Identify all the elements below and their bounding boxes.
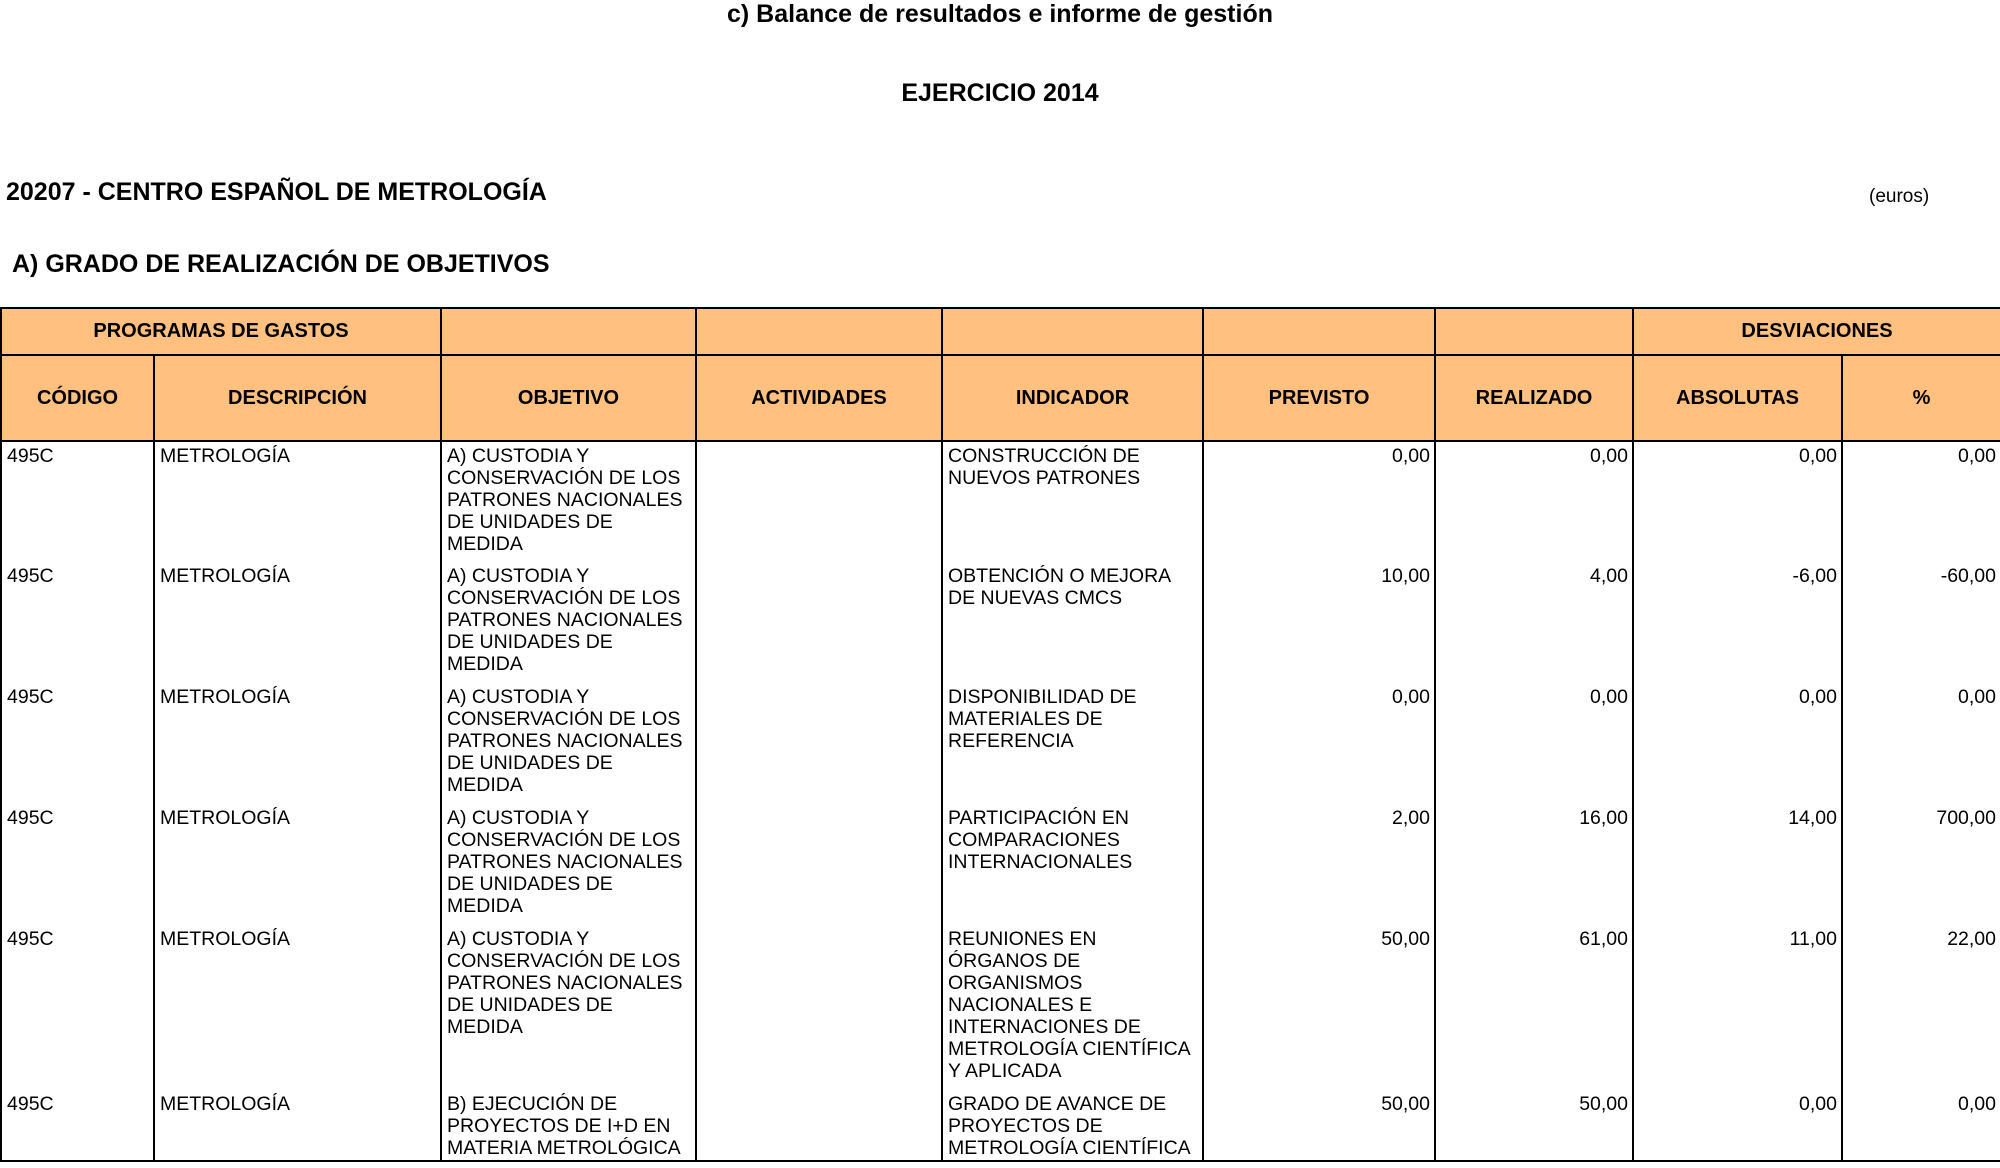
cell-previsto: 50,00 — [1203, 1090, 1435, 1161]
cell-actividades — [696, 441, 942, 562]
objectives-table — [0, 307, 2000, 1162]
cell-porcentaje: 0,00 — [1842, 683, 2000, 804]
group-header-empty — [1203, 308, 1435, 355]
cell-actividades — [696, 683, 942, 804]
cell-descripcion: METROLOGÍA — [154, 1090, 441, 1161]
cell-previsto: 2,00 — [1203, 804, 1435, 925]
cell-actividades — [696, 804, 942, 925]
cell-realizado: 0,00 — [1435, 683, 1633, 804]
column-header-codigo: CÓDIGO — [1, 355, 154, 441]
table-row — [1, 804, 2000, 925]
cell-descripcion: METROLOGÍA — [154, 562, 441, 683]
cell-objetivo: B) EJECUCIÓN DE PROYECTOS DE I+D EN MATERIA METROLÓGICA — [441, 1090, 696, 1161]
group-header-empty — [696, 308, 942, 355]
cell-actividades — [696, 1090, 942, 1161]
table-body — [1, 441, 2000, 1161]
entity-heading: 20207 - CENTRO ESPAÑOL DE METROLOGÍA — [6, 178, 547, 206]
column-header-indicador: INDICADOR — [942, 355, 1203, 441]
group-header-programas: PROGRAMAS DE GASTOS — [1, 308, 441, 355]
cell-porcentaje: 700,00 — [1842, 804, 2000, 925]
cell-actividades — [696, 562, 942, 683]
document-title: c) Balance de resultados e informe de gestión — [727, 0, 1273, 28]
table-header — [1, 308, 2000, 441]
cell-previsto: 10,00 — [1203, 562, 1435, 683]
cell-absolutas: 0,00 — [1633, 1090, 1842, 1161]
group-header-empty — [441, 308, 696, 355]
cell-realizado: 61,00 — [1435, 925, 1633, 1090]
cell-absolutas: 14,00 — [1633, 804, 1842, 925]
column-header-actividades: ACTIVIDADES — [696, 355, 942, 441]
cell-indicador: PARTICIPACIÓN EN COMPARACIONES INTERNACIONALES — [942, 804, 1203, 925]
cell-objetivo: A) CUSTODIA Y CONSERVACIÓN DE LOS PATRONES NACIONALES DE UNIDADES DE MEDIDA — [441, 562, 696, 683]
column-header-realizado: REALIZADO — [1435, 355, 1633, 441]
cell-previsto: 0,00 — [1203, 441, 1435, 562]
cell-absolutas: 0,00 — [1633, 683, 1842, 804]
cell-descripcion: METROLOGÍA — [154, 683, 441, 804]
cell-actividades — [696, 925, 942, 1090]
cell-previsto: 50,00 — [1203, 925, 1435, 1090]
cell-absolutas: 0,00 — [1633, 441, 1842, 562]
cell-indicador: OBTENCIÓN O MEJORA DE NUEVAS CMCS — [942, 562, 1203, 683]
cell-indicador: REUNIONES EN ÓRGANOS DE ORGANISMOS NACIONALES E INTERNACIONES DE METROLOGÍA CIENTÍFICA Y APLICADA — [942, 925, 1203, 1090]
cell-absolutas: -6,00 — [1633, 562, 1842, 683]
column-header-absolutas: ABSOLUTAS — [1633, 355, 1842, 441]
column-header-previsto: PREVISTO — [1203, 355, 1435, 441]
group-header-row — [1, 308, 2000, 355]
cell-absolutas: 11,00 — [1633, 925, 1842, 1090]
cell-realizado: 0,00 — [1435, 441, 1633, 562]
cell-objetivo: A) CUSTODIA Y CONSERVACIÓN DE LOS PATRONES NACIONALES DE UNIDADES DE MEDIDA — [441, 925, 696, 1090]
group-header-empty — [942, 308, 1203, 355]
cell-indicador: DISPONIBILIDAD DE MATERIALES DE REFERENCIA — [942, 683, 1203, 804]
cell-porcentaje: -60,00 — [1842, 562, 2000, 683]
column-header-objetivo: OBJETIVO — [441, 355, 696, 441]
cell-realizado: 4,00 — [1435, 562, 1633, 683]
group-header-desviaciones: DESVIACIONES — [1633, 308, 2000, 355]
column-header-porcentaje: % — [1842, 355, 2000, 441]
column-header-row — [1, 355, 2000, 441]
cell-porcentaje: 0,00 — [1842, 1090, 2000, 1161]
currency-units-label: (euros) — [1869, 186, 1930, 207]
table-row — [1, 562, 2000, 683]
column-header-descripcion: DESCRIPCIÓN — [154, 355, 441, 441]
cell-indicador: CONSTRUCCIÓN DE NUEVOS PATRONES — [942, 441, 1203, 562]
cell-codigo: 495C — [1, 441, 154, 562]
cell-codigo: 495C — [1, 925, 154, 1090]
cell-previsto: 0,00 — [1203, 683, 1435, 804]
table-row — [1, 441, 2000, 562]
table-row — [1, 925, 2000, 1090]
table-row — [1, 683, 2000, 804]
cell-objetivo: A) CUSTODIA Y CONSERVACIÓN DE LOS PATRONES NACIONALES DE UNIDADES DE MEDIDA — [441, 804, 696, 925]
cell-descripcion: METROLOGÍA — [154, 804, 441, 925]
cell-indicador: GRADO DE AVANCE DE PROYECTOS DE METROLOGÍA CIENTÍFICA — [942, 1090, 1203, 1161]
cell-realizado: 16,00 — [1435, 804, 1633, 925]
cell-porcentaje: 22,00 — [1842, 925, 2000, 1090]
cell-porcentaje: 0,00 — [1842, 441, 2000, 562]
cell-codigo: 495C — [1, 562, 154, 683]
fiscal-year-heading: EJERCICIO 2014 — [901, 79, 1099, 107]
cell-objetivo: A) CUSTODIA Y CONSERVACIÓN DE LOS PATRONES NACIONALES DE UNIDADES DE MEDIDA — [441, 441, 696, 562]
cell-objetivo: A) CUSTODIA Y CONSERVACIÓN DE LOS PATRONES NACIONALES DE UNIDADES DE MEDIDA — [441, 683, 696, 804]
cell-descripcion: METROLOGÍA — [154, 925, 441, 1090]
group-header-empty — [1435, 308, 1633, 355]
cell-codigo: 495C — [1, 804, 154, 925]
cell-codigo: 495C — [1, 1090, 154, 1161]
cell-codigo: 495C — [1, 683, 154, 804]
cell-realizado: 50,00 — [1435, 1090, 1633, 1161]
table-row — [1, 1090, 2000, 1161]
section-heading: A) GRADO DE REALIZACIÓN DE OBJETIVOS — [12, 250, 550, 278]
cell-descripcion: METROLOGÍA — [154, 441, 441, 562]
